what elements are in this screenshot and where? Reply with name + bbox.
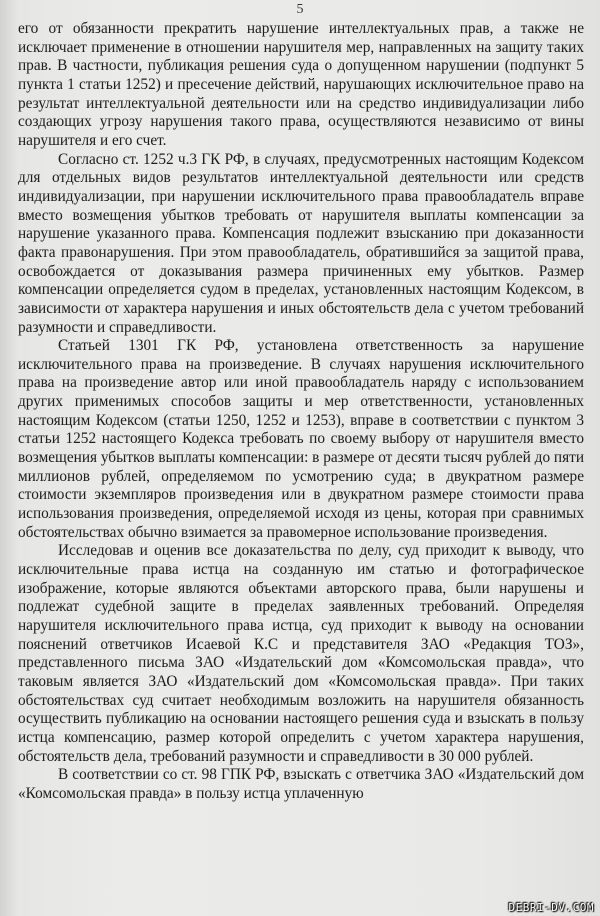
page-number: 5 bbox=[296, 2, 304, 17]
paragraph-5: В соответствии со ст. 98 ГПК РФ, взыскать с ответчика ЗАО «Издательский дом «Комсомольская правда» в пользу истца уплаченную bbox=[18, 766, 584, 802]
paragraph-2: Согласно ст. 1252 ч.3 ГК РФ, в случаях, предусмотренных настоящим Кодексом для отдельных видов результатов интеллектуальной деятельности или средств индивидуализации, при нарушении исключительного права правообладатель вправе вместо возмещения убытков требовать от нарушителя выплаты компенсации за нарушение указанного права. Компенсация подлежит взысканию при доказанности факта правонарушения. При этом правообладатель, обратившийся за защитой права, освобождается от доказывания размера причиненных ему убытков. Размер компенсации определяется судом в пределах, установленных настоящим Кодексом, в зависимости от характера нарушения и иных обстоятельств дела с учетом требований разумности и справедливости. bbox=[18, 150, 584, 336]
paragraph-4: Исследовав и оценив все доказательства по делу, суд приходит к выводу, что исключительные права истца на созданную им статью и фотографическое изображение, которые являются объектами авторского права, были нарушены и подлежат судебной защите в пределах заявленных требований. Определяя нарушителя исключительного права истца, суд приходит к выводу на основании пояснений ответчиков Исаевой К.С и представителя ЗАО «Редакция ТОЗ», представленного письма ЗАО «Издательский дом «Комсомольская правда», что таковым является ЗАО «Издательский дом «Комсомольская правда». При таких обстоятельствах суд считает необходимым возложить на нарушителя обязанность осуществить публикацию на основании настоящего решения суда и взыскать в пользу истца компенсацию, размер которой определить с учетом характера нарушения, обстоятельств дела, требований разумности и справедливости в 30 000 рублей. bbox=[18, 542, 584, 765]
paragraph-1: его от обязанности прекратить нарушение интеллектуальных прав, а также не исключает применение в отношении нарушителя мер, направленных на защиту таких прав. В частности, публикация решения суда о допущенном нарушении (подпункт 5 пункта 1 статьи 1252) и пресечение действий, нарушающих исключительное право на результат интеллектуальной деятельности или на средство индивидуализации либо создающих угрозу нарушения такого права, осуществляются независимо от вины нарушителя и его счет. bbox=[18, 20, 584, 149]
watermark: DEBRI-DV.COM bbox=[508, 901, 594, 914]
document-body bbox=[18, 20, 584, 804]
paragraph-3: Статьей 1301 ГК РФ, установлена ответственность за нарушение исключительного права на произведение. В случаях нарушения исключительного права на произведение автор или иной правообладатель наряду с использованием других применимых способов защиты и мер ответственности, установленных настоящим Кодексом (статьи 1250, 1252 и 1253), вправе в соответствии с пунктом 3 статьи 1252 настоящего Кодекса требовать по своему выбору от нарушителя вместо возмещения убытков выплаты компенсации: в размере от десяти тысяч рублей до пяти миллионов рублей, определяемом по усмотрению суда; в двукратном размере стоимости экземпляров произведения или в двукратном размере стоимости права использования произведения, определяемой исходя из цены, которая при сравнимых обстоятельствах обычно взимается за правомерное использование произведения. bbox=[18, 337, 585, 541]
